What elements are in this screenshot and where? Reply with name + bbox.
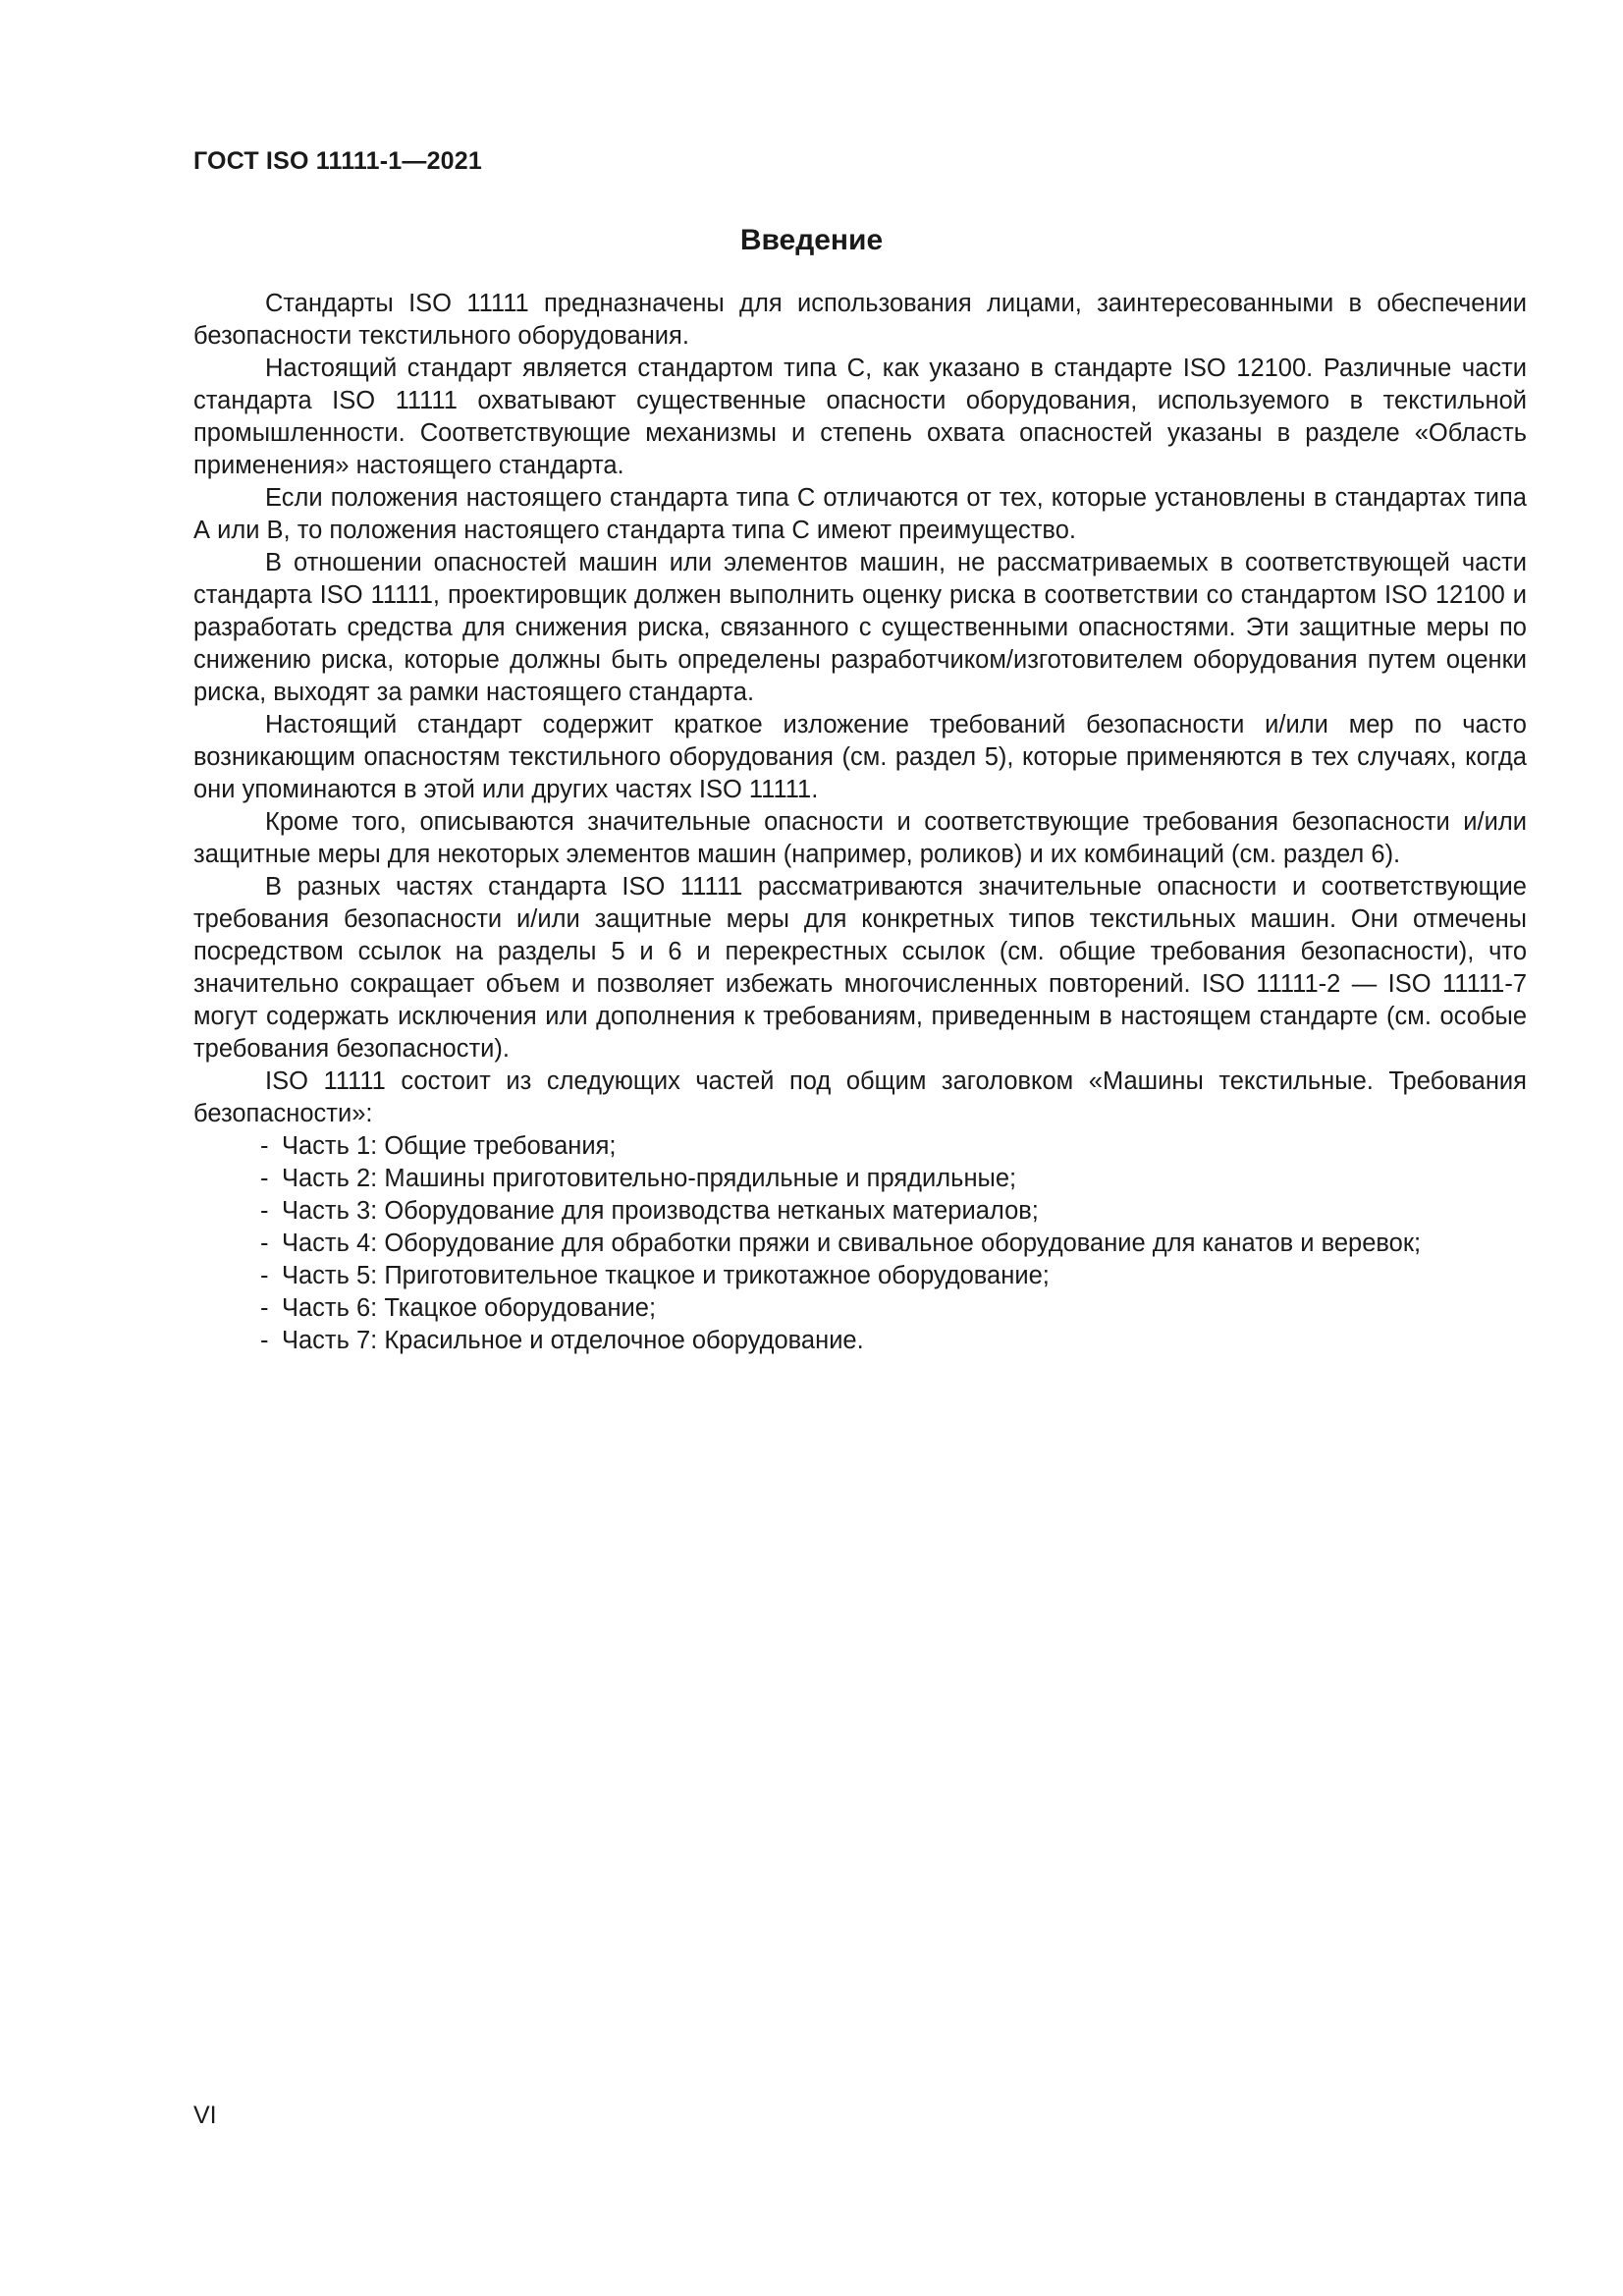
paragraph: ISO 11111 состоит из следующих частей под общим заголовком «Машины текстильные. Требования безопасности»: [193,1067,1527,1127]
list-item-text: Часть 2: Машины приготовительно-прядильные и прядильные; [282,1165,1017,1192]
list-item [260,1325,1527,1357]
standard-code-header: ГОСТ ISO 11111-1—2021 [193,147,482,175]
list-item-text: Часть 5: Приготовительное ткацкое и трикотажное оборудование; [282,1262,1050,1289]
page-number: VI [193,2102,217,2129]
paragraph: Настоящий стандарт является стандартом типа С, как указано в стандарте ISO 12100. Различные части стандарта ISO 11111 охватывают существенные опасности оборудования, используемого в текстильной промышленности. Соответствующие механизмы и степень охвата опасностей указаны в разделе «Область применения» настоящего стандарта. [193,355,1527,479]
list-item [260,1228,1527,1260]
parts-list [193,1130,1527,1357]
paragraph: Настоящий стандарт содержит краткое изложение требований безопасности и/или мер по часто возникающим опасностям текстильного оборудования (см. раздел 5), которые применяются в тех случаях, когда они упоминаются в этой или других частях ISO 11111. [193,711,1527,803]
paragraph: В отношении опасностей машин или элементов машин, не рассматриваемых в соответствующей части стандарта ISO 11111, проектировщик должен выполнить оценку риска в соответствии со стандартом ISO 12100 и разработать средства для снижения риска, связанного с существенными опасностями. Эти защитные меры по снижению риска, которые должны быть определены разработчиком/изготовителем оборудования путем оценки риска, выходят за рамки настоящего стандарта. [193,549,1527,706]
list-item-text: Часть 7: Красильное и отделочное оборудование. [282,1327,864,1354]
paragraph: Кроме того, описываются значительные опасности и соответствующие требования безопасности и/или защитные меры для некоторых элементов машин (например, роликов) и их комбинаций (см. раздел 6). [193,808,1527,868]
list-bullet: - [260,1197,269,1225]
list-bullet: - [260,1327,269,1354]
introduction-body [193,288,1527,1357]
list-bullet: - [260,1262,269,1289]
list-item-text: Часть 1: Общие требования; [282,1132,617,1160]
list-item-text: Часть 6: Ткацкое оборудование; [282,1294,657,1322]
list-item [260,1292,1527,1325]
list-item-text: Часть 4: Оборудование для обработки пряжи и свивальное оборудование для канатов и веревок; [282,1230,1422,1257]
list-item [260,1195,1527,1228]
list-item [260,1163,1527,1195]
list-bullet: - [260,1230,269,1257]
list-item-text: Часть 3: Оборудование для производства нетканых материалов; [282,1197,1039,1225]
paragraph: Стандарты ISO 11111 предназначены для использования лицами, заинтересованными в обеспечении безопасности текстильного оборудования. [193,290,1527,350]
list-bullet: - [260,1165,269,1192]
paragraph: В разных частях стандарта ISO 11111 рассматриваются значительные опасности и соответствующие требования безопасности и/или защитные меры для конкретных типов текстильных машин. Они отмечены посредством ссылок на разделы 5 и 6 и перекрестных ссылок (см. общие требования безопасности), что значительно сокращает объем и позволяет избежать многочисленных повторений. ISO 11111-2 — ISO 11111-7 могут содержать исключения или дополнения к требованиям, приведенным в настоящем стандарте (см. особые требования безопасности). [193,873,1527,1063]
section-title: Введение [739,224,884,256]
list-bullet: - [260,1294,269,1322]
list-item [260,1260,1527,1292]
list-item [260,1130,1527,1163]
list-bullet: - [260,1132,269,1160]
paragraph: Если положения настоящего стандарта типа С отличаются от тех, которые установлены в стандартах типа А или В, то положения настоящего стандарта типа С имеют преимущество. [193,484,1527,544]
